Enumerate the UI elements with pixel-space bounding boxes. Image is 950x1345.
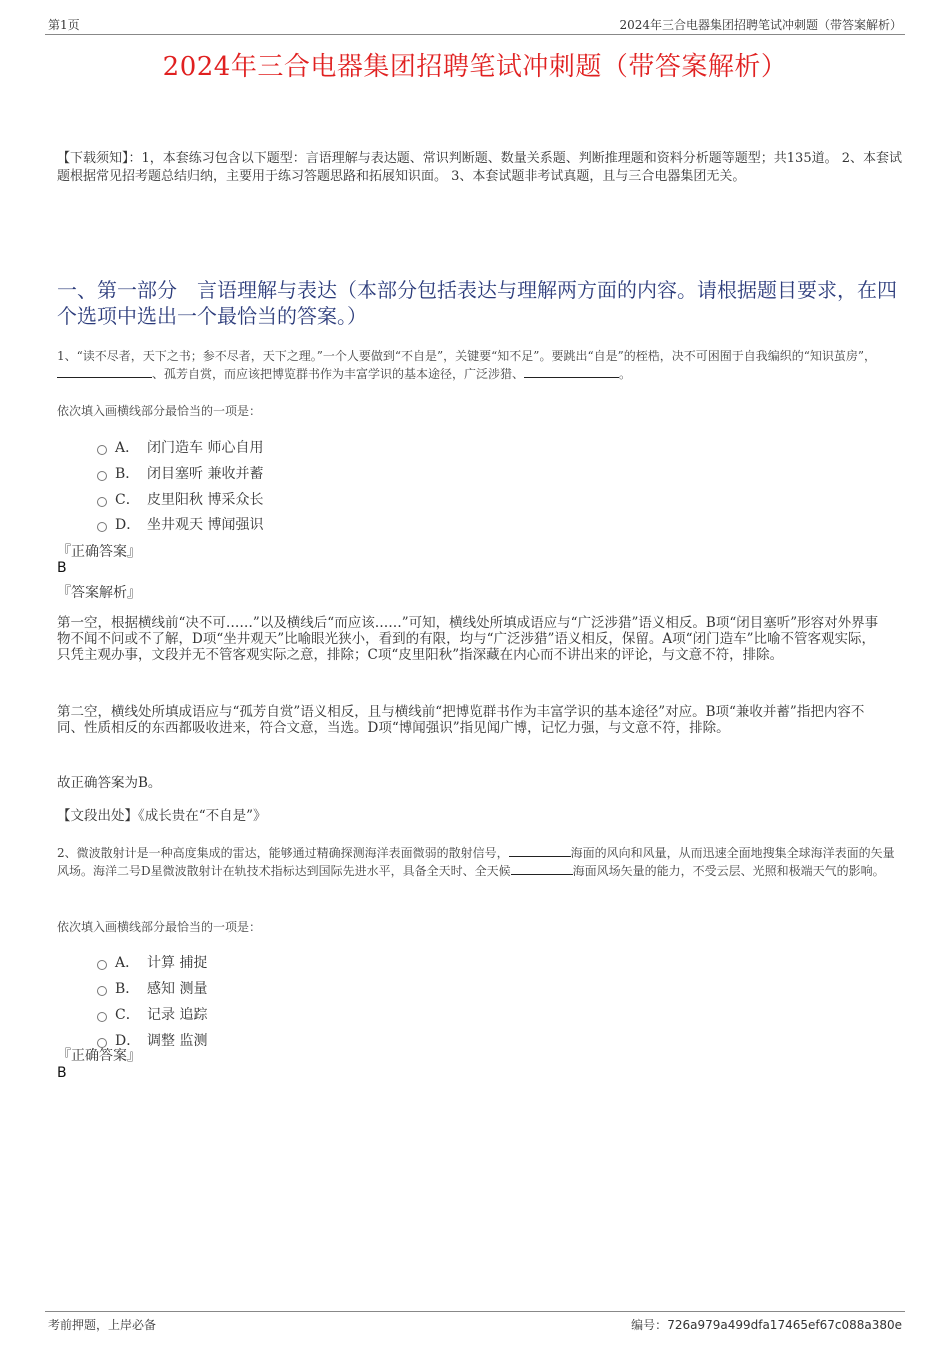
question-1-option-d[interactable]: [97, 514, 263, 534]
page-header: [45, 14, 905, 35]
header-doc-title: 2024年三合电器集团招聘笔试冲刺题（带答案解析）: [619, 18, 902, 32]
fill-blank: [57, 365, 152, 378]
question-2-text: [57, 844, 902, 880]
section-heading: 一、第一部分 言语理解与表达（本部分包括表达与理解两方面的内容。请根据题目要求，在四个选项中选出一个最恰当的答案。）: [57, 278, 897, 328]
correct-answer-label: 『正确答案』: [57, 544, 141, 560]
analysis-paragraph-1: 第一空，根据横线前“决不可……”以及横线后“而应该……”可知，横线处所填成语应与“广泛涉猎”语义相反。B项“闭目塞听”形容对外界事物不闻不问或不了解，D项“坐井观天”比喻眼光狭小，看到的有限，均与“广泛涉猎”语义相反，保留。A项“闭门造车”比喻不管客观实际，只凭主观办事，文段并无不管客观实际之意，排除；C项“皮里阳秋”指深藏在内心而不讲出来的评论，与文意不符，排除。: [57, 615, 879, 663]
option-letter: B．: [115, 981, 140, 997]
option-text: 闭门造车 师心自用: [147, 440, 264, 456]
option-text: 调整 监测: [147, 1033, 208, 1049]
question-2-prompt: 依次填入画横线部分最恰当的一项是：: [57, 920, 262, 934]
radio-icon[interactable]: [97, 471, 107, 481]
radio-icon[interactable]: [97, 960, 107, 970]
fill-blank: [509, 844, 571, 857]
document-title: 2024年三合电器集团招聘笔试冲刺题（带答案解析）: [162, 52, 788, 82]
question-2-option-b[interactable]: [97, 978, 207, 998]
question-2-text-part: 海面风场矢量的能力，不受云层、光照和极端天气的影响。: [572, 864, 885, 878]
correct-answer-value: B: [57, 1065, 67, 1081]
option-letter: A．: [115, 440, 140, 456]
page-footer: [45, 1311, 905, 1334]
option-text: 记录 追踪: [147, 1007, 208, 1023]
option-text: 闭目塞听 兼收并蓄: [147, 466, 264, 482]
option-text: 感知 测量: [147, 981, 208, 997]
question-2-option-a[interactable]: [97, 952, 207, 972]
option-letter: C．: [115, 1007, 140, 1023]
question-2-text-part: 海面的风向和风量，从而迅速全面地搜集全球海洋表面的矢量风场。海洋二号D星微波散射计在轨技术指标达到国际先进水平，具备全天时、全天候: [57, 846, 895, 878]
question-1-text-part: 。: [619, 367, 632, 381]
document-code-label: 编号：: [631, 1318, 668, 1332]
question-2-text-part: 2、微波散射计是一种高度集成的雷达，能够通过精确探测海洋表面微弱的散射信号，: [57, 846, 509, 860]
page-number: 第1页: [48, 18, 80, 32]
footer-slogan: 考前押题，上岸必备: [48, 1318, 157, 1332]
analysis-paragraph-2: 第二空，横线处所填成语应与“孤芳自赏”语义相反，且与横线前“把博览群书作为丰富学识的基本途径”对应。B项“兼收并蓄”指把内容不同、性质相反的东西都吸收进来，符合文意，当选。D项“博闻强识”指见闻广博，记忆力强，与文意不符，排除。: [57, 704, 865, 736]
question-1-prompt: 依次填入画横线部分最恰当的一项是：: [57, 404, 262, 418]
passage-source: 【文段出处】《成长贵在“不自是”》: [57, 808, 267, 824]
question-1-option-b[interactable]: [97, 463, 263, 483]
option-letter: A．: [115, 955, 140, 971]
document-code-value: 726a979a499dfa17465ef67c088a380e: [667, 1318, 902, 1332]
question-1-text-part: 、孤芳自赏，而应该把博览群书作为丰富学识的基本途径，广泛涉猎、: [152, 367, 525, 381]
download-notice: 【下载须知】：1，本套练习包含以下题型：言语理解与表达题、常识判断题、数量关系题、判断推理题和资料分析题等题型；共135道。 2、本套试题根据常见招考题总结归纳，主要用于练习答题思路和拓展知识面。 3、本套试题非考试真题，且与三合电器集团无关。: [57, 151, 902, 184]
question-1-option-c[interactable]: [97, 489, 263, 509]
fill-blank: [524, 365, 619, 378]
question-1-option-a[interactable]: [97, 437, 263, 457]
answer-analysis-label: 『答案解析』: [57, 585, 141, 601]
option-letter: B．: [115, 466, 140, 482]
option-text: 计算 捕捉: [147, 955, 208, 971]
correct-answer-value: B: [57, 560, 67, 576]
question-1-text: [57, 347, 902, 383]
option-text: 皮里阳秋 博采众长: [147, 492, 264, 508]
correct-answer-label: 『正确答案』: [57, 1048, 141, 1064]
question-2-option-c[interactable]: [97, 1004, 207, 1024]
analysis-conclusion: 故正确答案为B。: [57, 775, 162, 791]
radio-icon[interactable]: [97, 1012, 107, 1022]
option-text: 坐井观天 博闻强识: [147, 517, 264, 533]
option-letter: D．: [115, 517, 141, 533]
fill-blank: [511, 862, 573, 875]
option-letter: D．: [115, 1033, 141, 1049]
document-code: [631, 1316, 902, 1333]
option-letter: C．: [115, 492, 140, 508]
radio-icon[interactable]: [97, 497, 107, 507]
radio-icon[interactable]: [97, 522, 107, 532]
radio-icon[interactable]: [97, 986, 107, 996]
question-1-text-part: 1、“读不尽者，天下之书；参不尽者，天下之理。”一个人要做到“不自是”，关键要“知不足”。要跳出“自是”的桎梏，决不可困囿于自我编织的“知识茧房”，: [57, 349, 876, 363]
radio-icon[interactable]: [97, 445, 107, 455]
